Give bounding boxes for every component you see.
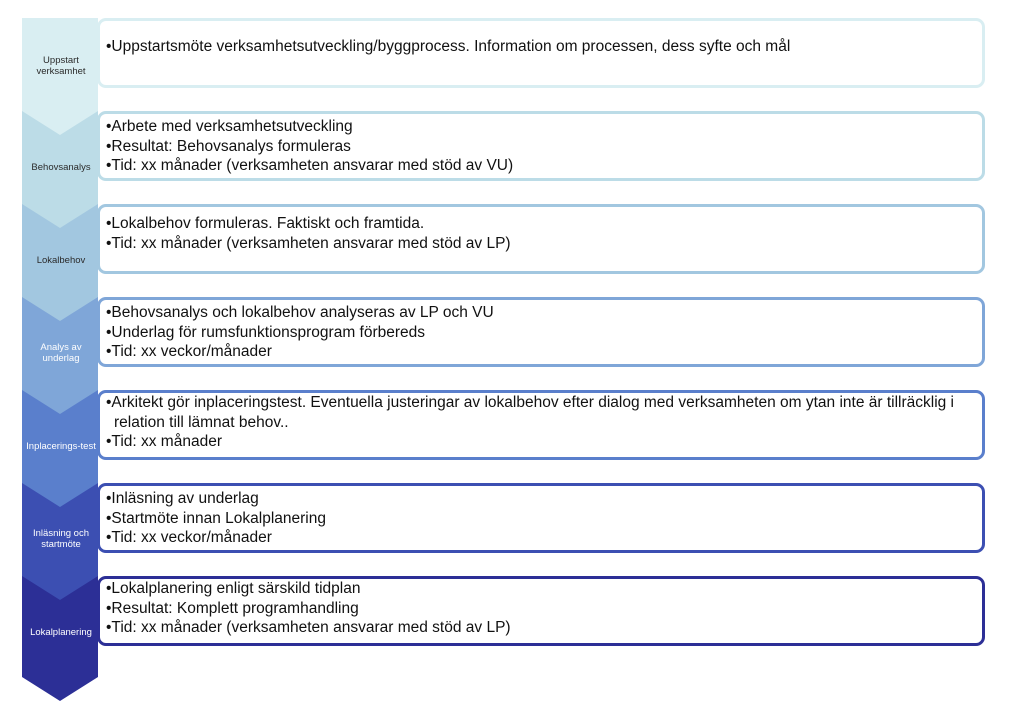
- step-bullet-item: •Arbete med verksamhetsutveckling: [106, 118, 353, 135]
- step-label: Behovsanalys: [31, 161, 91, 173]
- step-description-box: [97, 576, 985, 646]
- step-bullet-item: •Tid: xx månader (verksamheten ansvarar med stöd av VU): [106, 157, 514, 174]
- step-bullet-item: •Startmöte innan Lokalplanering: [106, 509, 326, 527]
- step-bullet-item: •Tid: xx månader (verksamheten ansvarar med stöd av LP): [106, 619, 511, 636]
- step-description-box: [97, 483, 985, 553]
- step-bullet-item: •Arkitekt gör inplaceringstest. Eventuella justeringar av lokalbehov efter dialog med verksamheten om ytan inte är tillräcklig i relation till lämnat behov..: [106, 394, 955, 431]
- step-bullet-item: •Tid: xx veckor/månader: [106, 529, 272, 546]
- step-bullet-item: •Inläsning av underlag: [106, 490, 259, 507]
- step-label: Inläsning och startmöte: [33, 528, 89, 550]
- step-description-box: [97, 111, 985, 181]
- step-description-box: [97, 297, 985, 367]
- step-label: Inplacerings-test: [26, 440, 96, 452]
- step-bullet-item: •Uppstartsmöte verksamhetsutveckling/byggprocess. Information om processen, dess syfte och mål: [106, 38, 791, 55]
- step-bullet-item: •Behovsanalys och lokalbehov analyseras av LP och VU: [106, 304, 494, 321]
- step-bullet-item: •Lokalbehov formuleras. Faktiskt och framtida.: [106, 215, 425, 232]
- step-bullet-item: •Resultat: Komplett programhandling: [106, 599, 359, 617]
- step-description-box: [97, 204, 985, 274]
- step-bullet-item: •Underlag för rumsfunktionsprogram förbereds: [106, 323, 426, 341]
- step-label: Analys av underlag: [40, 342, 82, 364]
- step-label: Lokalplanering: [30, 626, 92, 638]
- step-bullet-item: •Tid: xx veckor/månader: [106, 343, 272, 360]
- step-label: Uppstart verksamhet: [36, 55, 86, 77]
- step-chevron: [0, 576, 100, 701]
- step-bullet-item: •Tid: xx månader (verksamheten ansvarar med stöd av LP): [106, 234, 511, 252]
- step-label: Lokalbehov: [36, 254, 86, 266]
- step-bullet-item: •Lokalplanering enligt särskild tidplan: [106, 580, 361, 597]
- step-bullet-item: •Resultat: Behovsanalys formuleras: [106, 137, 351, 155]
- step-description-box: [97, 18, 985, 88]
- step-bullet-item: •Tid: xx månader: [106, 433, 222, 450]
- step-description-box: [97, 390, 985, 460]
